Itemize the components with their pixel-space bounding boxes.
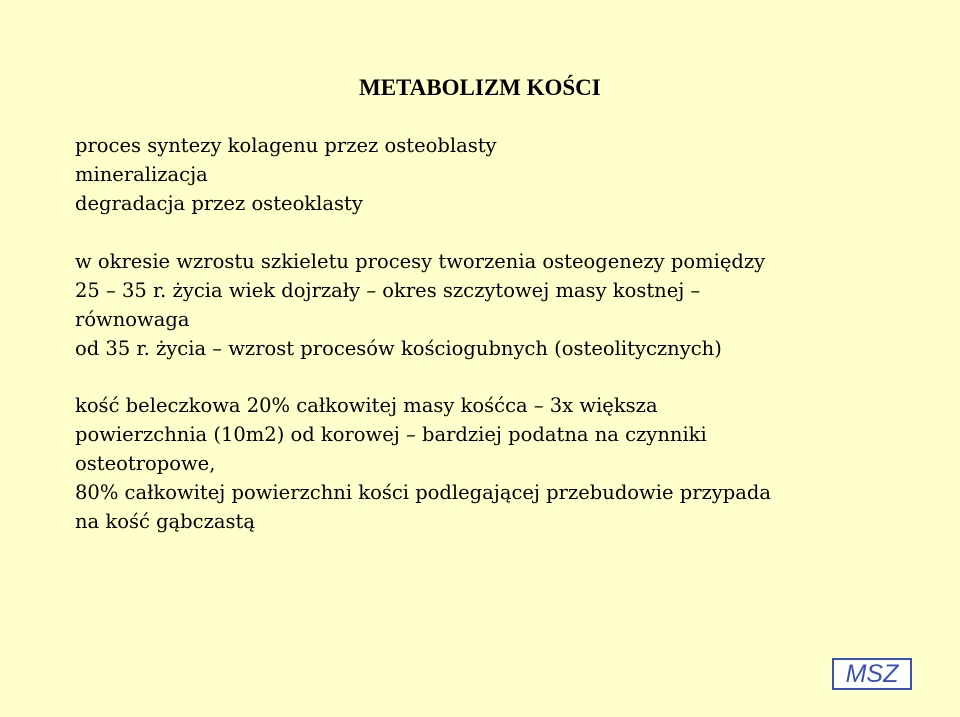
text-line: 80% całkowitej powierzchni kości podlegającej przebudowie przypada xyxy=(75,481,772,504)
text-line: na kość gąbczastą xyxy=(75,510,255,533)
text-line: kość beleczkowa 20% całkowitej masy kośćca – 3x większa xyxy=(75,394,658,417)
paragraph-trabecular-bone xyxy=(75,391,771,536)
text-line: równowaga xyxy=(75,308,190,331)
paragraph-bone-processes xyxy=(75,131,497,218)
paragraph-bone-growth-periods xyxy=(75,247,765,363)
text-line: osteotropowe, xyxy=(75,452,216,475)
text-line: w okresie wzrostu szkieletu procesy tworzenia osteogenezy pomiędzy xyxy=(75,250,766,273)
text-line: mineralizacja xyxy=(75,163,208,186)
text-line: 25 – 35 r. życia wiek dojrzały – okres szczytowej masy kostnej – xyxy=(75,279,701,302)
author-badge: MSZ xyxy=(832,658,912,690)
text-line: powierzchnia (10m2) od korowej – bardziej podatna na czynniki xyxy=(75,423,707,446)
text-line: od 35 r. życia – wzrost procesów kościogubnych (osteolitycznych) xyxy=(75,337,722,360)
text-line: proces syntezy kolagenu przez osteoblasty xyxy=(75,134,497,157)
text-line: degradacja przez osteoklasty xyxy=(75,192,363,215)
slide-title: METABOLIZM KOŚCI xyxy=(359,75,601,100)
